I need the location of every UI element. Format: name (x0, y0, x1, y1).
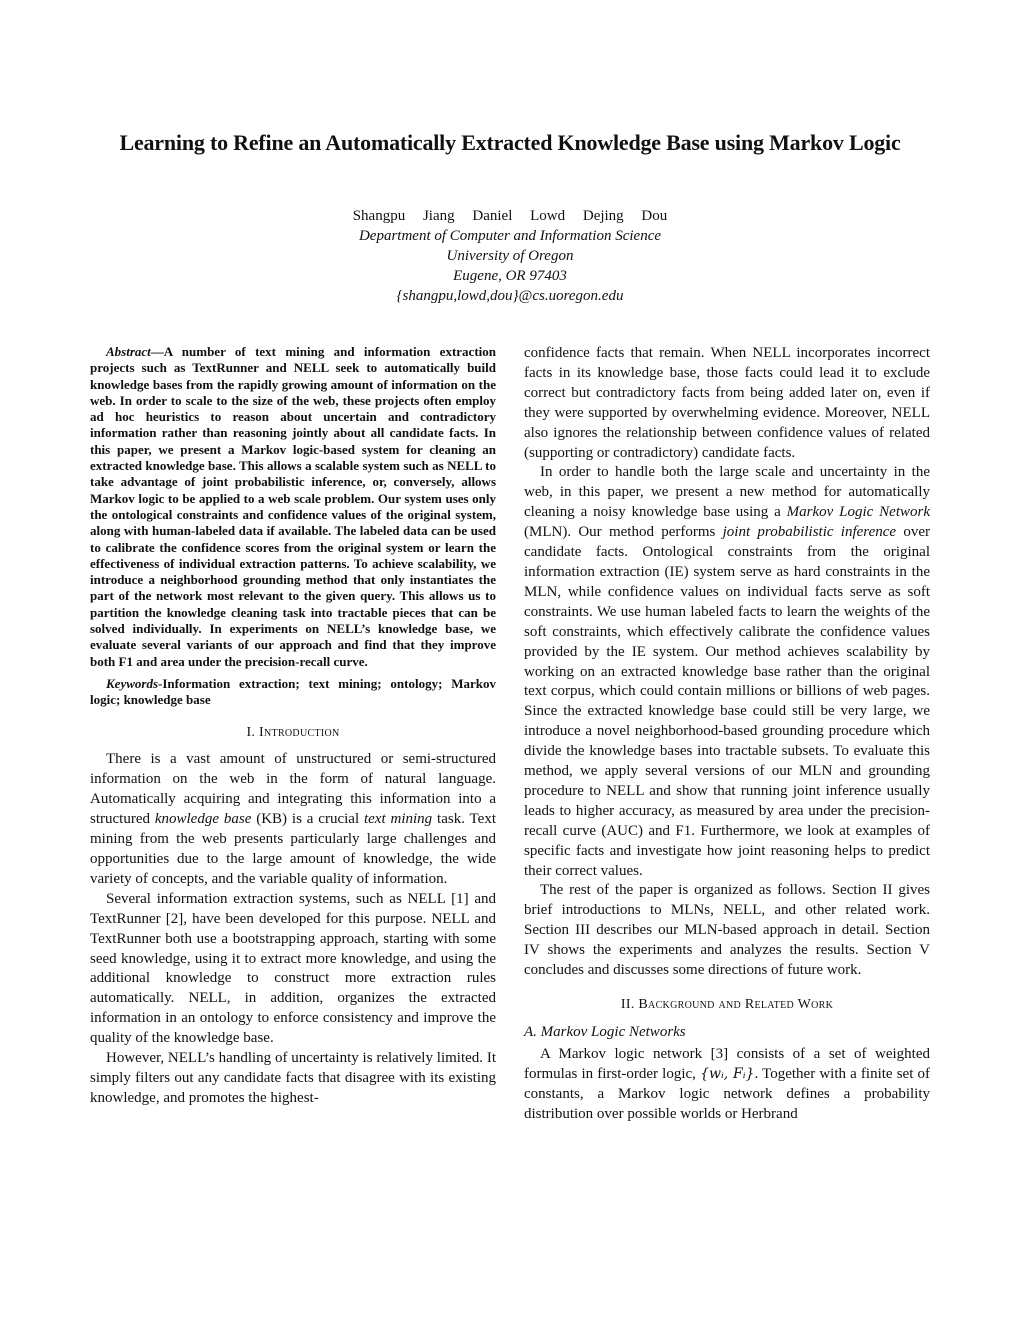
term-joint-inference: joint probabilistic inference (722, 524, 897, 541)
section-number: I. (246, 724, 256, 740)
keywords-text: -Information extraction; text mining; ontology; Markov logic; knowledge base (90, 675, 496, 708)
paper-title: Learning to Refine an Automatically Extracted Knowledge Base using Markov Logic (119, 130, 901, 155)
formula-set: {wᵢ, Fᵢ} (700, 1065, 755, 1082)
left-column (90, 344, 496, 1109)
intro-text: In order to handle both the large scale and uncertainty in the web, in this paper, we present a new method for automatically cleaning a noisy knowledge base using a (524, 464, 930, 521)
intro-text: (MLN). Our method performs (524, 524, 723, 541)
keywords (90, 676, 496, 709)
intro-paragraph-5 (524, 463, 930, 881)
author-location: Eugene, OR 97403 (453, 268, 567, 284)
abstract (90, 344, 496, 670)
intro-paragraph-1 (90, 750, 496, 889)
intro-text: over candidate facts. Ontological constraints from the original information extraction (IE) system serve as hard constraints in the MLN, while confidence values on individual facts serve as soft constraints. We use human labeled facts to learn the weights of the soft constraints, which effectively calibrate the confidence values provided by the IE system. Our method achieves scalability by working on an extracted knowledge base rather than the original text corpus, which could contain millions or billions of web pages. Since the extracted knowledge base could still be very large, we introduce a novel neighborhood-based grounding procedure which divide the knowledge bases into tractable subsets. To evaluate this method, we apply several versions of our MLN and grounding procedure to NELL and show that running joint inference usually leads to higher accuracy, as measured by area under the precision-recall curve (AUC) and F1. Furthermore, we look at examples of specific facts and investigate how joint reasoning helps to predict their correct values. (524, 524, 930, 879)
body-text: . Together with a finite set of constants, a Markov logic network defines a probability distribution over possible worlds or Herbrand (524, 1065, 930, 1122)
body-text: A Markov logic network [3] consists of a set of weighted formulas in first-order logic, (524, 1045, 930, 1082)
section-title: Introduction (259, 724, 340, 740)
author-email: {shangpu,lowd,dou}@cs.uoregon.edu (396, 288, 624, 304)
intro-text: task. Text mining from the web presents particularly large challenges and opportunities due to the large amount of knowledge, the wide variety of concepts, and the variable quality of information. (90, 811, 496, 887)
abstract-label: Abstract (106, 344, 151, 359)
background-paragraph-1 (524, 1045, 930, 1125)
section-heading-introduction (90, 723, 496, 743)
keywords-label: Keywords (106, 675, 158, 691)
intro-paragraph-4: confidence facts that remain. When NELL incorporates incorrect facts in its knowledge base, those facts could lead it to exclude correct but contradictory facts from being added later on, even if they were supported by overwhelming evidence. Moreover, NELL also ignores the relationship between confidence values of related (supporting or contradictory) candidate facts. (524, 345, 930, 461)
intro-paragraph-6: The rest of the paper is organized as follows. Section II gives brief introductions to MLNs, NELL, and other related work. Section III describes our MLN-based approach in detail. Section IV shows the experiments and analyzes the results. Section V concludes and discusses some directions of future work. (524, 882, 930, 979)
intro-paragraph-2: Several information extraction systems, such as NELL [1] and TextRunner [2], have been developed for this purpose. NELL and TextRunner both use a bootstrapping approach, starting with some seed knowledge, using it to extract more knowledge, and using the additional knowledge to construct more extraction rules automatically. NELL, in addition, organizes the extracted information in an ontology to enforce consistency and improve the quality of the knowledge base. (90, 890, 496, 1047)
author-names: Shangpu Jiang Daniel Lowd Dejing Dou (352, 208, 668, 224)
intro-paragraph-3: However, NELL’s handling of uncertainty is relatively limited. It simply filters out any candidate facts that disagree with its existing knowledge, and promotes the highest- (90, 1050, 496, 1106)
term-text-mining: text mining (363, 811, 433, 828)
author-block (160, 206, 860, 306)
subsection-heading-mln: A. Markov Logic Networks (524, 1023, 686, 1040)
author-department: Department of Computer and Information Science (358, 228, 662, 244)
abstract-text: —A number of text mining and information extraction projects such as TextRunner and NELL seek to automatically build knowledge bases from the rapidly growing amount of information on the web. In order to scale to the size of the web, these projects often employ ad hoc heuristics to reason about uncertain and contradictory information rather than reasoning jointly about all candidate facts. In this paper, we present a Markov logic-based system for cleaning an extracted knowledge base. This allows a scalable system such as NELL to take advantage of joint probabilistic inference, or, conversely, allows Markov logic to be applied to a web scale problem. Our system uses only the ontological constraints and confidence values of the original system, along with human-labeled data if available. The labeled data can be used to calibrate the confidence scores from the original system or learn the effectiveness of individual extraction patterns. To achieve scalability, we introduce a neighborhood grounding method that only instantiates the part of the network most relevant to the given query. This allows us to partition the knowledge cleaning task into tractable pieces that can be solved individually. In experiments on NELL’s knowledge base, we evaluate several variants of our approach and find that they improve both F1 and area under the precision-recall curve. (90, 344, 496, 669)
section-number: II. (620, 997, 635, 1012)
intro-text: There is a vast amount of unstructured or semi-structured information on the web in the form of natural language. Automatically acquiring and integrating this information into a structured (90, 751, 496, 828)
section-title: Background and Related Work (638, 997, 834, 1012)
term-knowledge-base: knowledge base (154, 811, 252, 828)
section-heading-background (524, 995, 930, 1015)
right-column (524, 344, 930, 1124)
author-university: University of Oregon (446, 248, 574, 264)
term-mln: Markov Logic Network (786, 504, 930, 521)
intro-text: (KB) is a crucial (251, 811, 364, 828)
